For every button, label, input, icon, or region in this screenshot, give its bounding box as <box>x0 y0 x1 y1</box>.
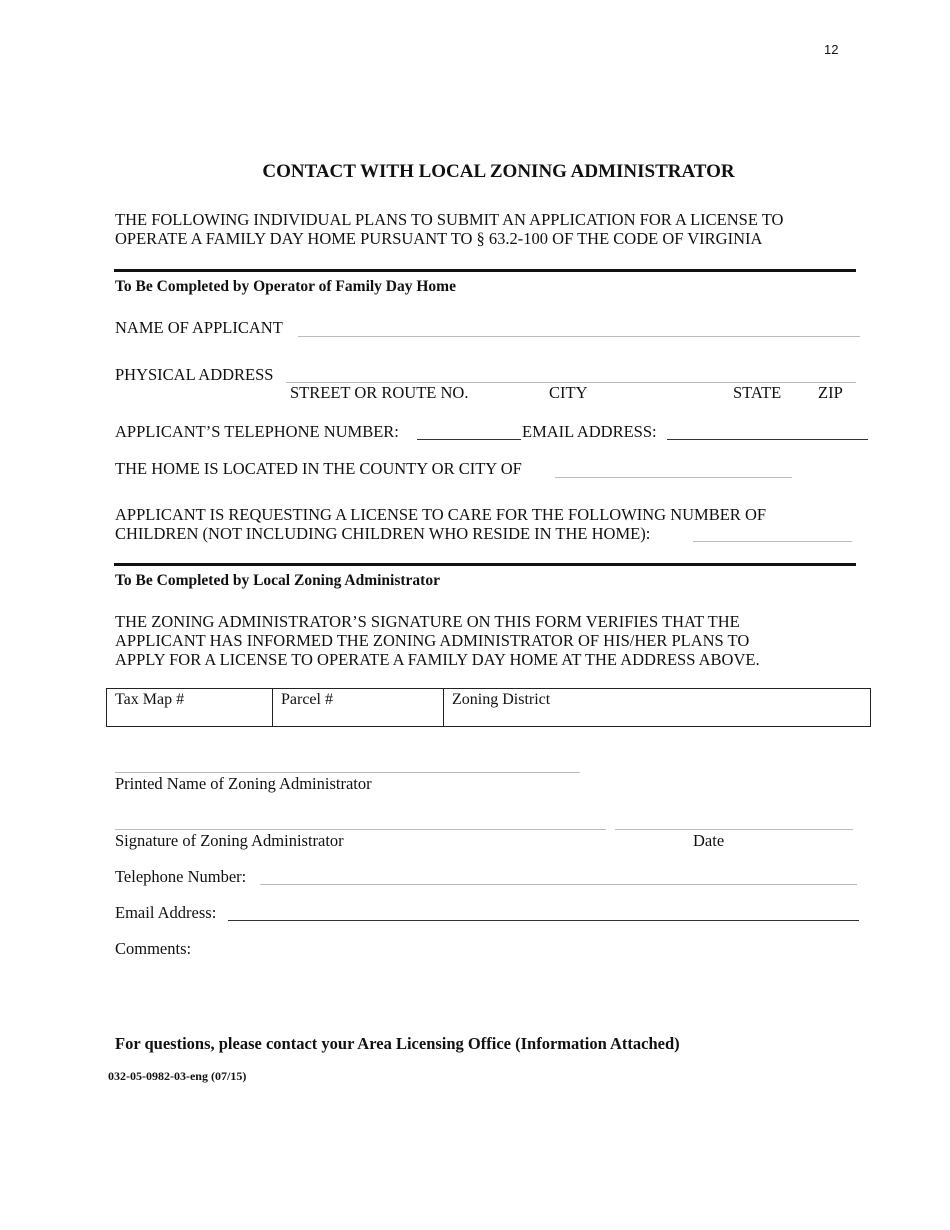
printed-name-field[interactable] <box>115 772 580 773</box>
physical-address-label: PHYSICAL ADDRESS <box>115 365 274 384</box>
children-count-field[interactable] <box>693 541 852 542</box>
questions-note: For questions, please contact your Area Licensing Office (Information Attached) <box>115 1034 680 1053</box>
county-city-label: THE HOME IS LOCATED IN THE COUNTY OR CITY OF <box>115 459 522 478</box>
page-number: 12 <box>824 42 839 57</box>
signature-field[interactable] <box>115 829 606 830</box>
date-field[interactable] <box>615 829 853 830</box>
zoning-telephone-field[interactable] <box>260 884 857 885</box>
section-divider-operator <box>114 269 856 272</box>
address-city-sublabel: CITY <box>549 383 588 402</box>
form-code: 032-05-0982-03-eng (07/15) <box>108 1069 247 1083</box>
address-zip-sublabel: ZIP <box>818 383 843 402</box>
verification-line-1: THE ZONING ADMINISTRATOR’S SIGNATURE ON THIS FORM VERIFIES THAT THE <box>115 612 740 631</box>
zoning-telephone-label: Telephone Number: <box>115 867 247 886</box>
section-divider-zoning <box>114 563 856 566</box>
address-street-sublabel: STREET OR ROUTE NO. <box>290 383 469 402</box>
zoning-info-table <box>106 688 871 727</box>
zoning-email-label: Email Address: <box>115 903 217 922</box>
children-count-line-2: CHILDREN (NOT INCLUDING CHILDREN WHO RESIDE IN THE HOME): <box>115 524 651 543</box>
date-label: Date <box>693 831 725 850</box>
applicant-name-field[interactable] <box>298 336 860 337</box>
tax-map-cell[interactable]: Tax Map # <box>107 689 273 727</box>
zoning-district-cell[interactable]: Zoning District <box>444 689 871 727</box>
verification-line-3: APPLY FOR A LICENSE TO OPERATE A FAMILY DAY HOME AT THE ADDRESS ABOVE. <box>115 650 760 669</box>
county-city-field[interactable] <box>555 477 792 478</box>
applicant-name-label: NAME OF APPLICANT <box>115 318 283 337</box>
zoning-email-field[interactable] <box>228 920 859 921</box>
intro-line-2: OPERATE A FAMILY DAY HOME PURSUANT TO § 63.2-100 OF THE CODE OF VIRGINIA <box>115 229 763 248</box>
children-count-line-1: APPLICANT IS REQUESTING A LICENSE TO CARE FOR THE FOLLOWING NUMBER OF <box>115 505 767 524</box>
applicant-phone-field[interactable] <box>417 439 521 440</box>
form-title: CONTACT WITH LOCAL ZONING ADMINISTRATOR <box>262 161 735 182</box>
intro-line-1: THE FOLLOWING INDIVIDUAL PLANS TO SUBMIT AN APPLICATION FOR A LICENSE TO <box>115 210 784 229</box>
operator-section-heading: To Be Completed by Operator of Family Day Home <box>115 278 456 295</box>
parcel-cell[interactable]: Parcel # <box>273 689 444 727</box>
applicant-email-field[interactable] <box>667 439 868 440</box>
verification-line-2: APPLICANT HAS INFORMED THE ZONING ADMINISTRATOR OF HIS/HER PLANS TO <box>115 631 750 650</box>
applicant-phone-label: APPLICANT’S TELEPHONE NUMBER: <box>115 422 399 441</box>
zoning-section-heading: To Be Completed by Local Zoning Administrator <box>115 572 440 589</box>
address-state-sublabel: STATE <box>733 383 782 402</box>
applicant-email-label: EMAIL ADDRESS: <box>522 422 657 441</box>
comments-label: Comments: <box>115 939 192 958</box>
printed-name-label: Printed Name of Zoning Administrator <box>115 774 372 793</box>
signature-label: Signature of Zoning Administrator <box>115 831 344 850</box>
